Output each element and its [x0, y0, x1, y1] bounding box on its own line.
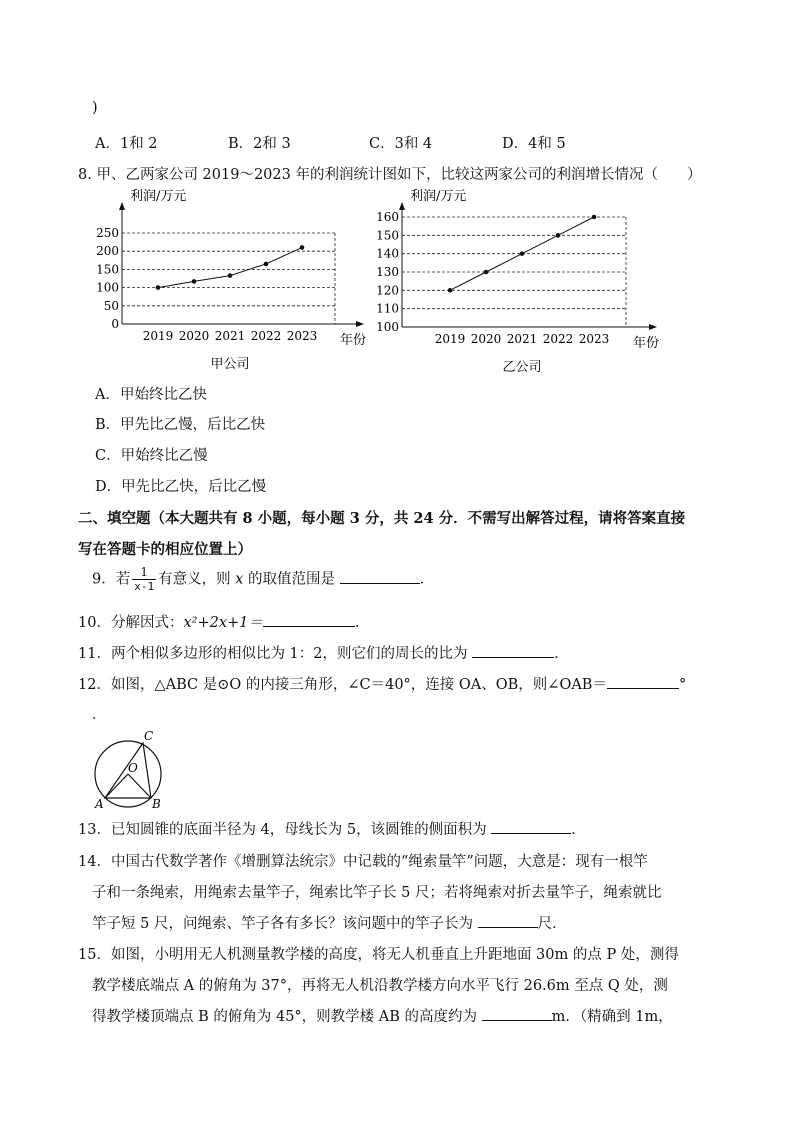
- q12-degree: °: [678, 677, 687, 693]
- q9-answer-blank[interactable]: [340, 569, 420, 584]
- chart-ytick-label: 150: [96, 262, 119, 277]
- chart-y-axis-arrow: [119, 202, 125, 210]
- q15-line3: 得教学楼顶端点 B 的俯角为 45°，则教学楼 AB 的高度约为: [92, 1009, 478, 1025]
- q7-option-a: A．1和 2: [95, 136, 158, 152]
- chart-xtick-label: 2023: [286, 329, 318, 343]
- q8-question: 8. 甲、乙两家公司 2019～2023 年的利润统计图如下，比较这两家公司的利润增长情况（ ）: [78, 167, 702, 183]
- q11-question: [78, 642, 569, 663]
- q8-option-b: B．甲先比乙慢，后比乙快: [95, 417, 266, 433]
- chart-ylabel: 利润/万元: [410, 189, 467, 204]
- chart-title: 甲公司: [210, 357, 250, 372]
- q11-text: 11．两个相似多边形的相似比为 1：2，则它们的周长的比为: [78, 646, 468, 662]
- chart-xtick-label: 2021: [506, 332, 538, 346]
- q14-line1: 14．中国古代数学著作《增删算法统宗》中记载的“绳索量竿”问题，大意是：现有一根竿: [78, 854, 648, 870]
- label-a: A: [95, 797, 104, 811]
- chart-data-point: [300, 245, 305, 250]
- chart-x-axis-arrow: [356, 321, 364, 327]
- chart-x-axis-arrow: [649, 324, 657, 330]
- label-o: O: [128, 761, 138, 775]
- q9-var: x: [235, 571, 244, 588]
- q15-answer-blank[interactable]: [482, 1006, 552, 1021]
- chart-yi: [376, 182, 670, 377]
- chart-ytick-label: 250: [96, 226, 119, 240]
- chart-xlabel: 年份: [633, 336, 660, 351]
- chart-title: 乙公司: [502, 360, 542, 375]
- q10-answer-blank[interactable]: [263, 612, 355, 627]
- label-c: C: [144, 729, 154, 743]
- q10-question: [78, 611, 369, 632]
- chart-data-point: [228, 273, 233, 278]
- q9-pre: 9．若: [92, 571, 131, 588]
- q14-answer-blank[interactable]: [478, 913, 538, 928]
- q8-option-c: C．甲始终比乙慢: [95, 448, 208, 464]
- chart-ytick-label: 200: [96, 244, 119, 259]
- q12-answer-blank[interactable]: [607, 674, 679, 689]
- chart-y-axis-arrow: [399, 202, 405, 210]
- chart-data-point: [556, 233, 561, 238]
- chart-xtick-label: 2021: [214, 329, 246, 343]
- q10-end: ．: [354, 615, 370, 631]
- q7-option-d: D．4和 5: [502, 136, 566, 152]
- chart-ytick-label: 160: [376, 210, 399, 224]
- chart-data-point: [592, 215, 597, 220]
- chart-data-point: [156, 285, 161, 290]
- chart-series-line: [158, 248, 302, 288]
- chart-ytick-label: 50: [103, 298, 119, 313]
- chart-ytick-label: 0: [111, 317, 119, 331]
- q13-question: [78, 818, 586, 839]
- q8-option-d: D．甲先比乙快，后比乙慢: [95, 479, 267, 495]
- q12-question: [78, 673, 686, 694]
- q7-option-b: B．2和 3: [228, 136, 291, 152]
- q15-line1: 15．如图，小明用无人机测量教学楼的高度，将无人机垂直上升距地面 30m 的点 P 处，测得: [78, 947, 679, 963]
- q9-numerator: 1: [132, 565, 156, 580]
- chart-ytick-label: 150: [376, 228, 399, 243]
- q14-end: 尺．: [537, 916, 567, 932]
- q8-option-a: A．甲始终比乙快: [95, 387, 207, 403]
- q9-post: 的取值范围是: [243, 571, 336, 588]
- chart-xtick-label: 2019: [434, 332, 466, 346]
- chart-ytick-label: 110: [376, 301, 399, 316]
- label-b: B: [152, 797, 161, 811]
- chart-data-point: [192, 279, 197, 284]
- chart-xtick-label: 2022: [250, 329, 282, 343]
- chart-ytick-label: 120: [376, 283, 399, 298]
- segment-oa: [105, 774, 128, 798]
- section2-heading-line1: 二、填空题（本大题共有 8 小题，每小题 3 分，共 24 分．不需写出解答过程，请将答案直接: [78, 510, 686, 527]
- q13-end: ．: [571, 822, 586, 838]
- q7-option-c: C．3和 4: [369, 136, 433, 152]
- chart-xtick-label: 2022: [542, 332, 574, 346]
- chart-xtick-label: 2020: [178, 329, 210, 343]
- q14-line3-wrap: [92, 912, 567, 933]
- chart-data-point: [448, 288, 453, 293]
- q15-line2: 教学楼底端点 A 的俯角为 37°，再将无人机沿教学楼方向水平飞行 26.6m 至点 Q 处，测: [92, 978, 668, 994]
- q15-line3-wrap: [92, 1005, 673, 1026]
- q12-figure-circle: [88, 728, 178, 810]
- q9-end: ．: [419, 571, 435, 588]
- chart-xtick-label: 2020: [470, 332, 502, 346]
- q12-text: 12．如图，△ABC 是⊙O 的内接三角形，∠C＝40°，连接 OA、OB，则∠OAB＝: [78, 677, 607, 693]
- q11-end: ．: [554, 646, 569, 662]
- q14-line3: 竿子短 5 尺，问绳索、竿子各有多长？该问题中的竿子长为: [92, 916, 473, 932]
- q9-mid: 有意义，则: [158, 571, 236, 588]
- chart-ytick-label: 100: [376, 320, 399, 334]
- q9-question: [92, 565, 434, 594]
- section2-heading-line2: 写在答题卡的相应位置上）: [78, 541, 252, 558]
- q9-denominator: x-1: [134, 580, 155, 593]
- chart-ytick-label: 130: [376, 265, 399, 279]
- chart-ytick-label: 140: [376, 246, 399, 261]
- chart-xtick-label: 2019: [142, 329, 174, 343]
- q13-answer-blank[interactable]: [491, 819, 571, 834]
- chart-ytick-label: 100: [96, 280, 119, 295]
- q14-line2: 子和一条绳索，用绳索去量竿子，绳索比竿子长 5 尺；若将绳索对折去量竿子，绳索就比: [92, 885, 662, 901]
- q10-expr: x²+2x+1＝: [183, 615, 263, 631]
- q15-end: m．（精确到 1m，: [551, 1009, 673, 1025]
- q11-answer-blank[interactable]: [472, 643, 554, 658]
- chart-xtick-label: 2023: [578, 332, 610, 346]
- chart-data-point: [264, 262, 269, 267]
- chart-xlabel: 年份: [340, 333, 367, 348]
- q13-text: 13．已知圆锥的底面半径为 4，母线长为 5，该圆锥的侧面积为: [78, 822, 487, 838]
- chart-jia: [96, 182, 380, 377]
- q12-dot: ．: [92, 707, 107, 723]
- chart-data-point: [484, 270, 489, 275]
- q7-tail: ): [92, 100, 98, 116]
- q9-fraction: [132, 565, 156, 594]
- chart-ylabel: 利润/万元: [130, 189, 187, 204]
- q10-pre: 10．分解因式：: [78, 615, 184, 631]
- chart-data-point: [520, 251, 525, 256]
